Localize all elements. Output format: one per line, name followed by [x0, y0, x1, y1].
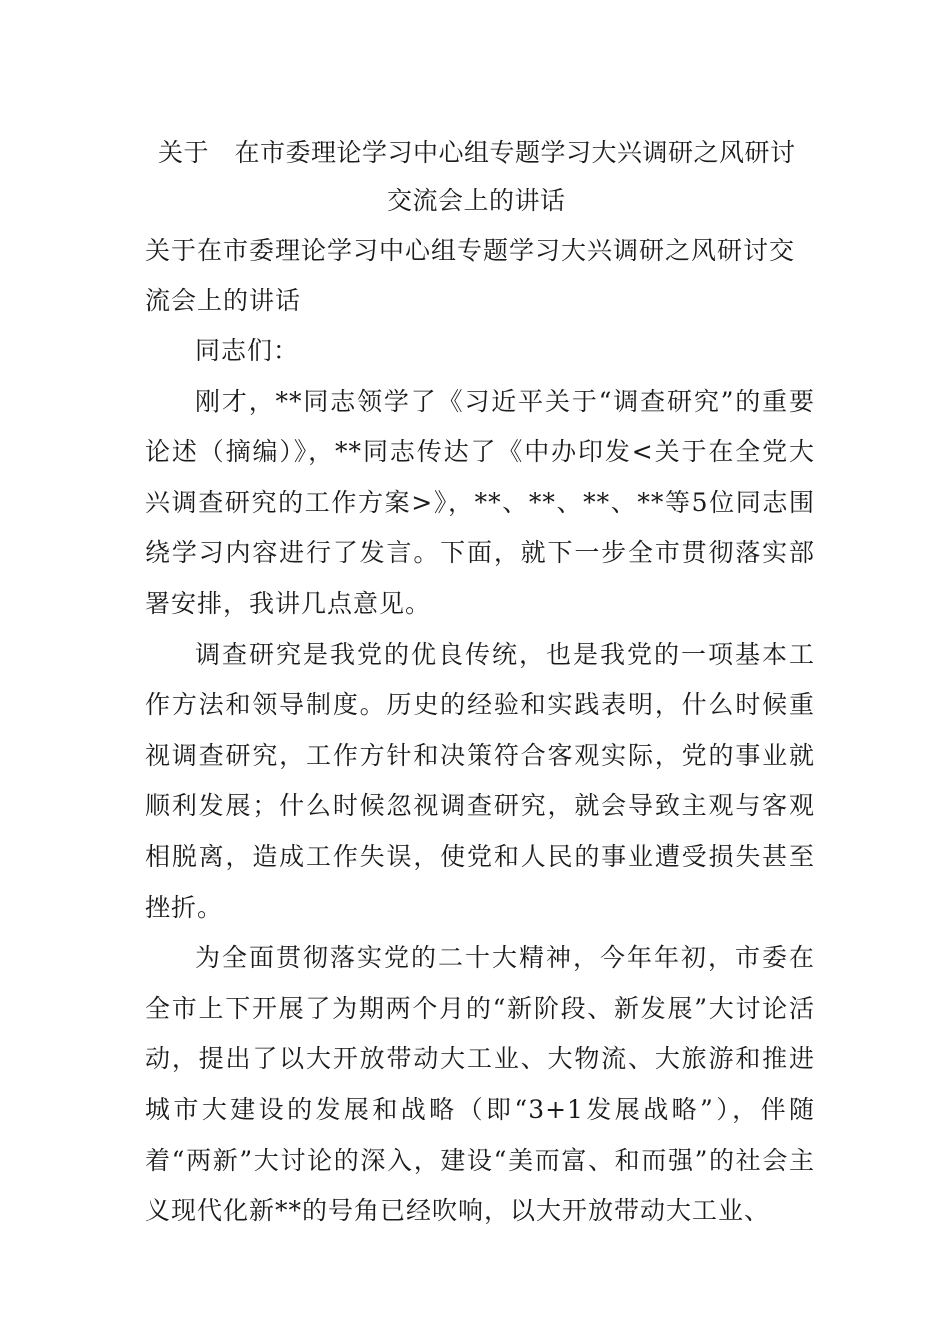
document-title-line-1: 关于 在市委理论学习中心组专题学习大兴调研之风研讨: [158, 138, 796, 167]
document-subtitle: 关于在市委理论学习中心组专题学习大兴调研之风研讨交流会上的讲话: [145, 236, 796, 315]
paragraph: 调查研究是我党的优良传统，也是我党的一项基本工作方法和领导制度。历史的经验和实践表明，什么时候重视调查研究，工作方针和决策符合客观实际，党的事业就顺利发展；什么时候忽视调查研究，就会导致主观与客观相脱离，造成工作失误，使党和人民的事业遭受损失甚至挫折。: [145, 639, 815, 922]
salutation: 同志们：: [195, 336, 300, 365]
paragraph: 为全面贯彻落实党的二十大精神，今年年初，市委在全市上下开展了为期两个月的“新阶段、新发展”大讨论活动，提出了以大开放带动大工业、大物流、大旅游和推进城市大建设的发展和战略（即“3+1发展战略”），伴随着“两新”大讨论的深入，建设“美而富、和而强”的社会主义现代化新**的号角已经吹响，以大开放带动大工业、: [145, 943, 815, 1226]
document-body: [145, 326, 815, 1237]
paragraph: 刚才，**同志领学了《习近平关于“调查研究”的重要论述（摘编）》，**同志传达了《中办印发<关于在全党大兴调查研究的工作方案>》，**、**、**、**等5位同志围绕学习内容进行了发言。下面，就下一步全市贯彻落实部署安排，我讲几点意见。: [145, 386, 815, 618]
document-title-line-2: 交流会上的讲话: [387, 186, 566, 215]
